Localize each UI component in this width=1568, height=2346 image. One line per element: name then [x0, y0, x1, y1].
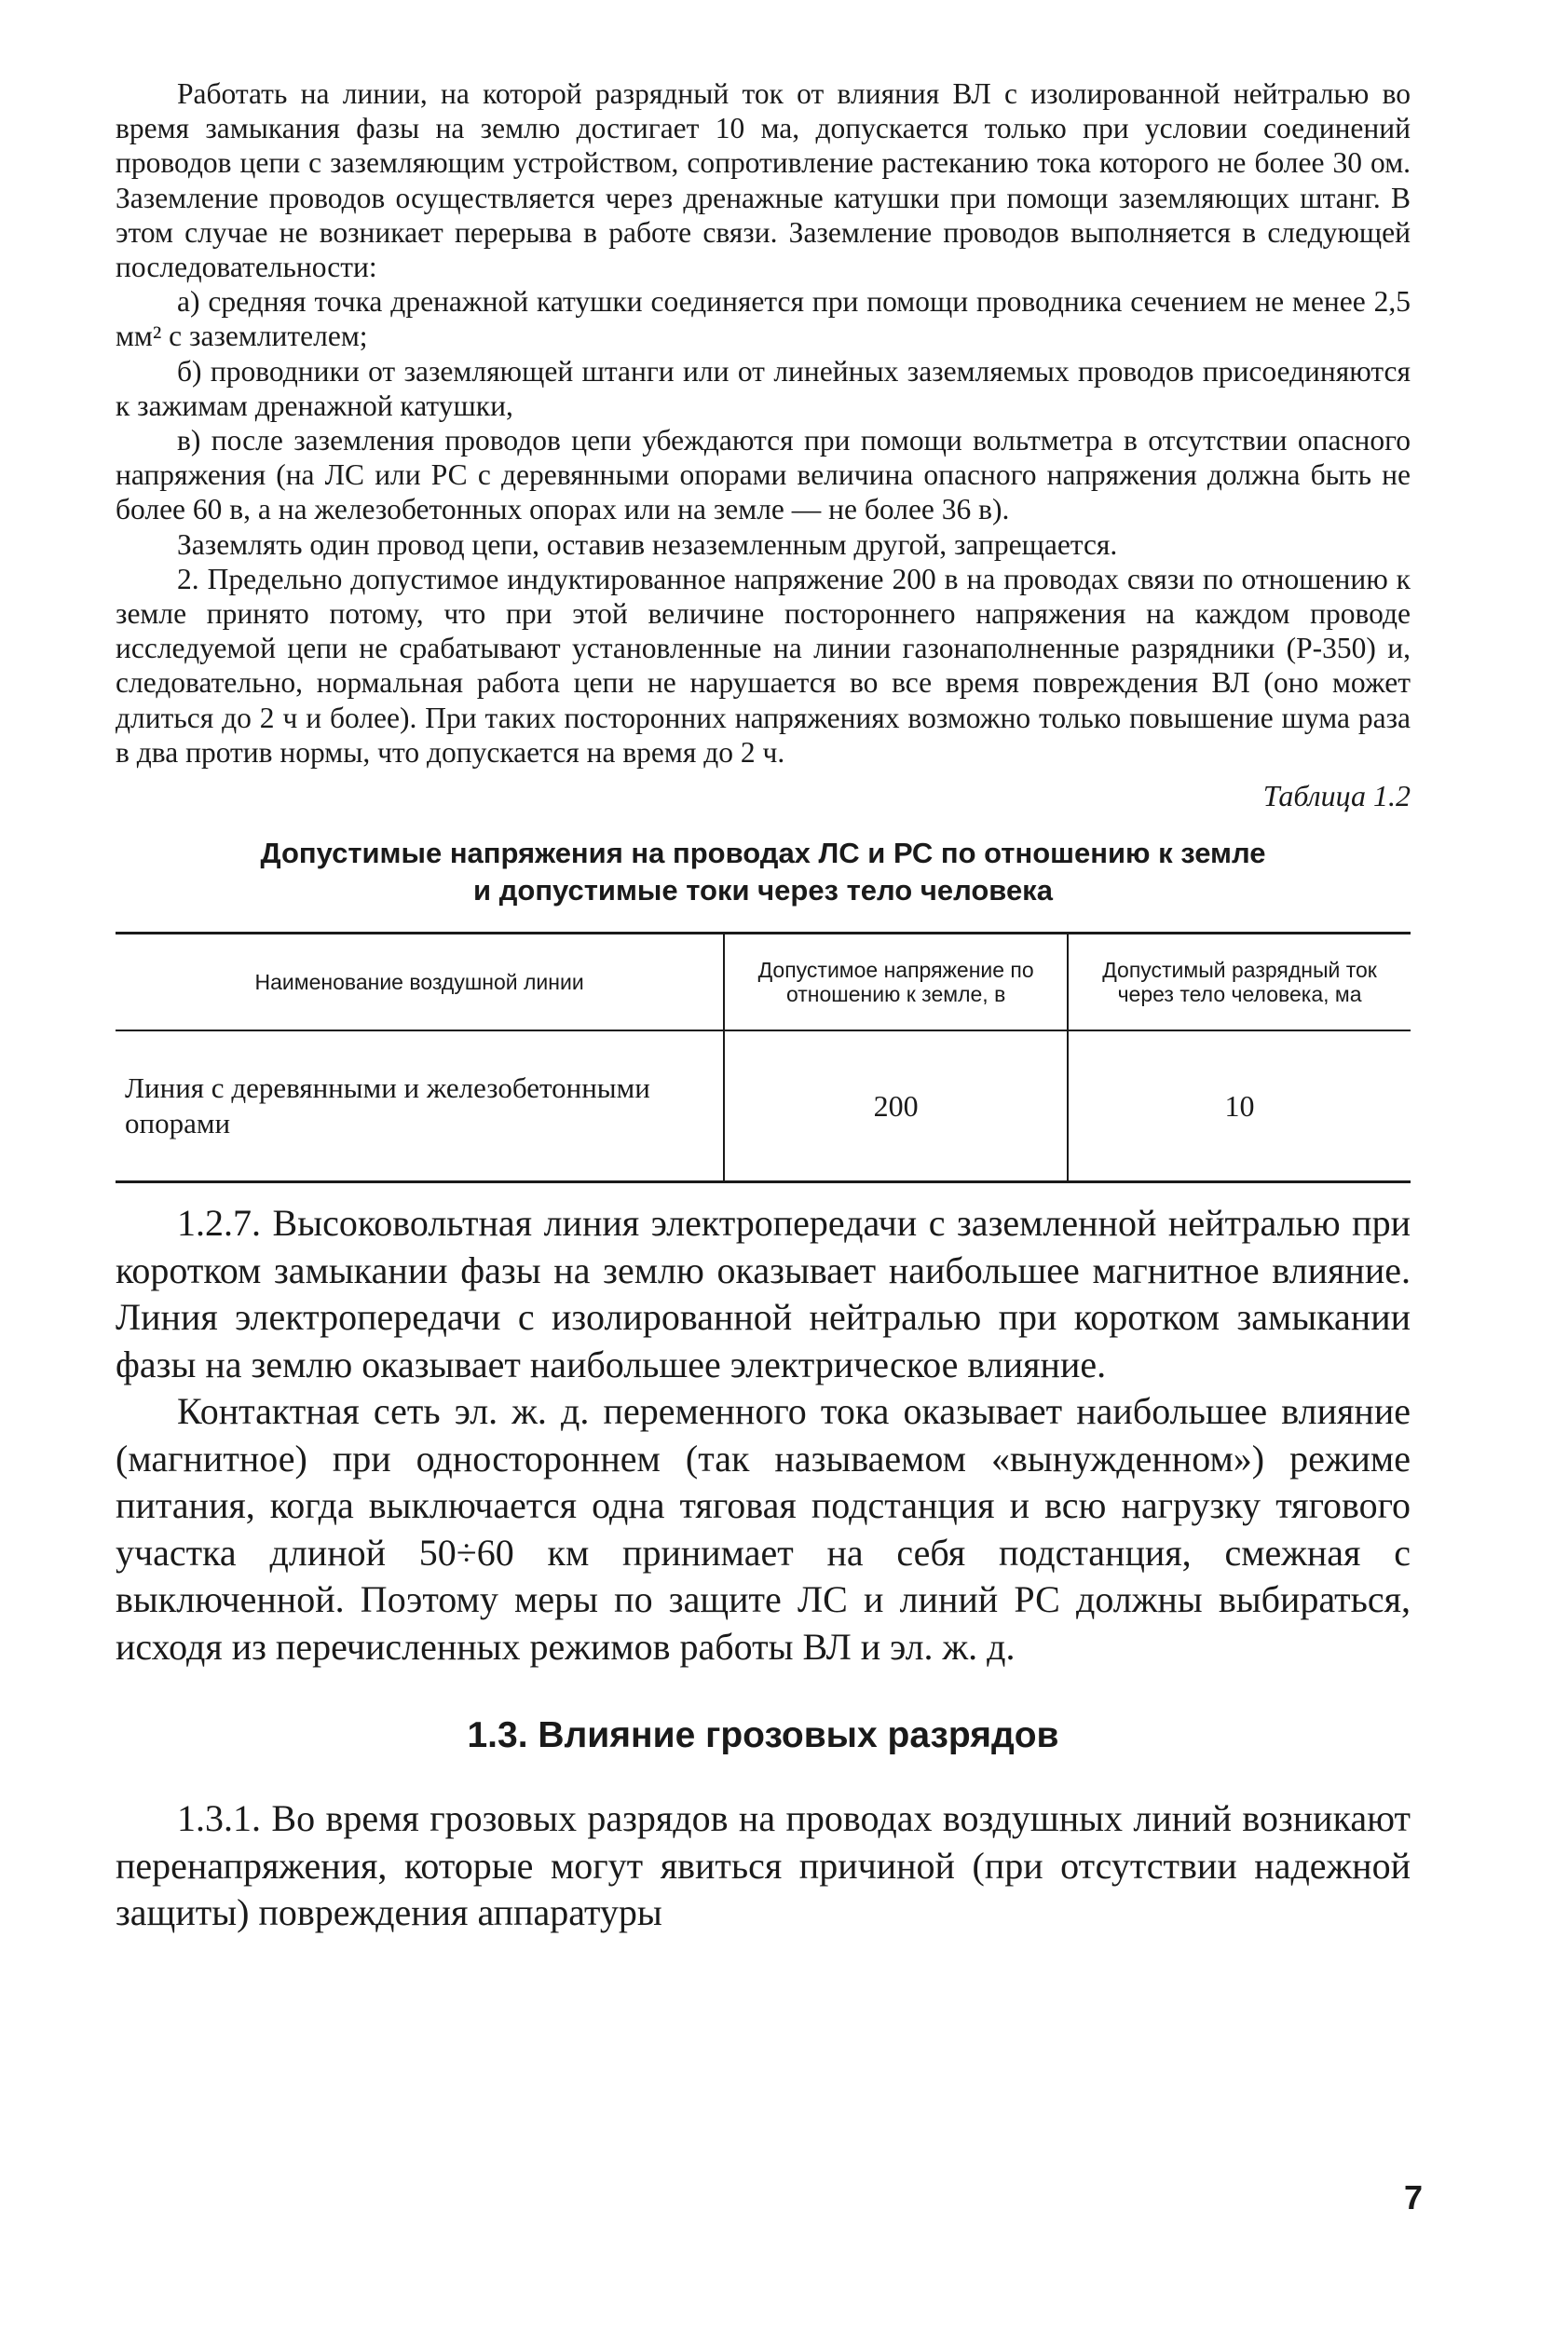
large-print-block [116, 1795, 1411, 1937]
paragraph: Заземлять один провод цепи, оставив незаземленным другой, запрещается. [177, 527, 1118, 561]
small-print-block [116, 76, 1411, 770]
table-title-line: и допустимые токи через тело человека [473, 874, 1053, 907]
table-cell-current: 10 [1068, 1030, 1411, 1182]
large-print-block [116, 1200, 1411, 1671]
table-row [116, 1030, 1411, 1182]
data-table [116, 932, 1411, 1183]
list-item-b: б) проводники от заземляющей штанги или от линейных заземляемых проводов присоединяются к зажимам дренажной катушки, [116, 354, 1411, 422]
paragraph: 1.3.1. Во время грозовых разрядов на проводах воздушных линий возникают перенапряжения, которые могут явиться причиной (при отсутствии надежной защиты) повреждения аппаратуры [116, 1797, 1411, 1934]
column-header-line-name: Наименование воздушной линии [254, 970, 584, 995]
list-item-c: в) после заземления проводов цепи убеждаются при помощи вольтметра в отсутствии опасного напряжения (на ЛС или РС с деревянными опорами величина опасного напряжения должна быть не более 60 в, а на железобетонных опорах или на земле — не более 36 в). [116, 424, 1411, 526]
list-item-a: а) средняя точка дренажной катушки соединяется при помощи проводника сечением не менее 2,5 мм² с заземлителем; [116, 285, 1411, 353]
column-header-current: Допустимый разрядный ток через тело человека, ма [1068, 934, 1411, 1031]
table-title-line: Допустимые напряжения на проводах ЛС и РС по отношению к земле [260, 837, 1266, 870]
table-title [116, 835, 1411, 909]
table-caption: Таблица 1.2 [1262, 779, 1411, 813]
main-column [116, 76, 1411, 1937]
table-cell-line-name: Линия с деревянными и железобетонными опорами [125, 1071, 650, 1140]
paragraph: Работать на линии, на которой разрядный ток от влияния ВЛ с изолированной нейтралью во время замыкания фазы на землю достигает 10 ма, допускается только при условии соединений проводов цепи с заземляющим устройством, сопротивление растеканию тока которого не более 30 ом. Заземление проводов осуществляется через дренажные катушки при помощи заземляющих штанг. В этом случае не возникает перерыва в работе связи. Заземление проводов выполняется в следующей последовательности: [116, 77, 1411, 284]
paragraph: 2. Предельно допустимое индуктированное напряжение 200 в на проводах связи по отношению к земле принято потому, что при этой величине постороннего напряжения на каждом проводе исследуемой цепи не срабатывают установленные на линии газонаполненные разрядники (Р-350) и, следовательно, нормальная работа цепи не нарушается во все время повреждения ВЛ (оно может длиться до 2 ч и более). При таких посторонних напряжениях возможно только повышение шума раза в два против нормы, что допускается на время до 2 ч. [116, 562, 1411, 769]
page-number: 7 [1403, 2178, 1423, 2216]
paragraph: Контактная сеть эл. ж. д. переменного тока оказывает наибольшее влияние (магнитное) при одностороннем (так называемом «вынужденном») режиме питания, когда выключается одна тяговая подстанция и всю нагрузку тягового участка длиной 50÷60 км принимает на себя подстанция, смежная с выключенной. Поэтому меры по защите ЛС и линий РС должны выбираться, исходя из перечисленных режимов работы ВЛ и эл. ж. д. [116, 1390, 1411, 1668]
table-cell-voltage: 200 [724, 1030, 1068, 1182]
section-heading: 1.3. Влияние грозовых разрядов [467, 1715, 1059, 1756]
column-header-voltage: Допустимое напряжение по отношению к земле, в [724, 934, 1068, 1031]
paragraph: 1.2.7. Высоковольтная линия электропередачи с заземленной нейтралью при коротком замыкании фазы на землю оказывает наибольшее магнитное влияние. Линия электропередачи с изолированной нейтралью при коротком замыкании фазы на землю оказывает наибольшее электрическое влияние. [116, 1202, 1411, 1385]
table-header-row [116, 934, 1411, 1031]
